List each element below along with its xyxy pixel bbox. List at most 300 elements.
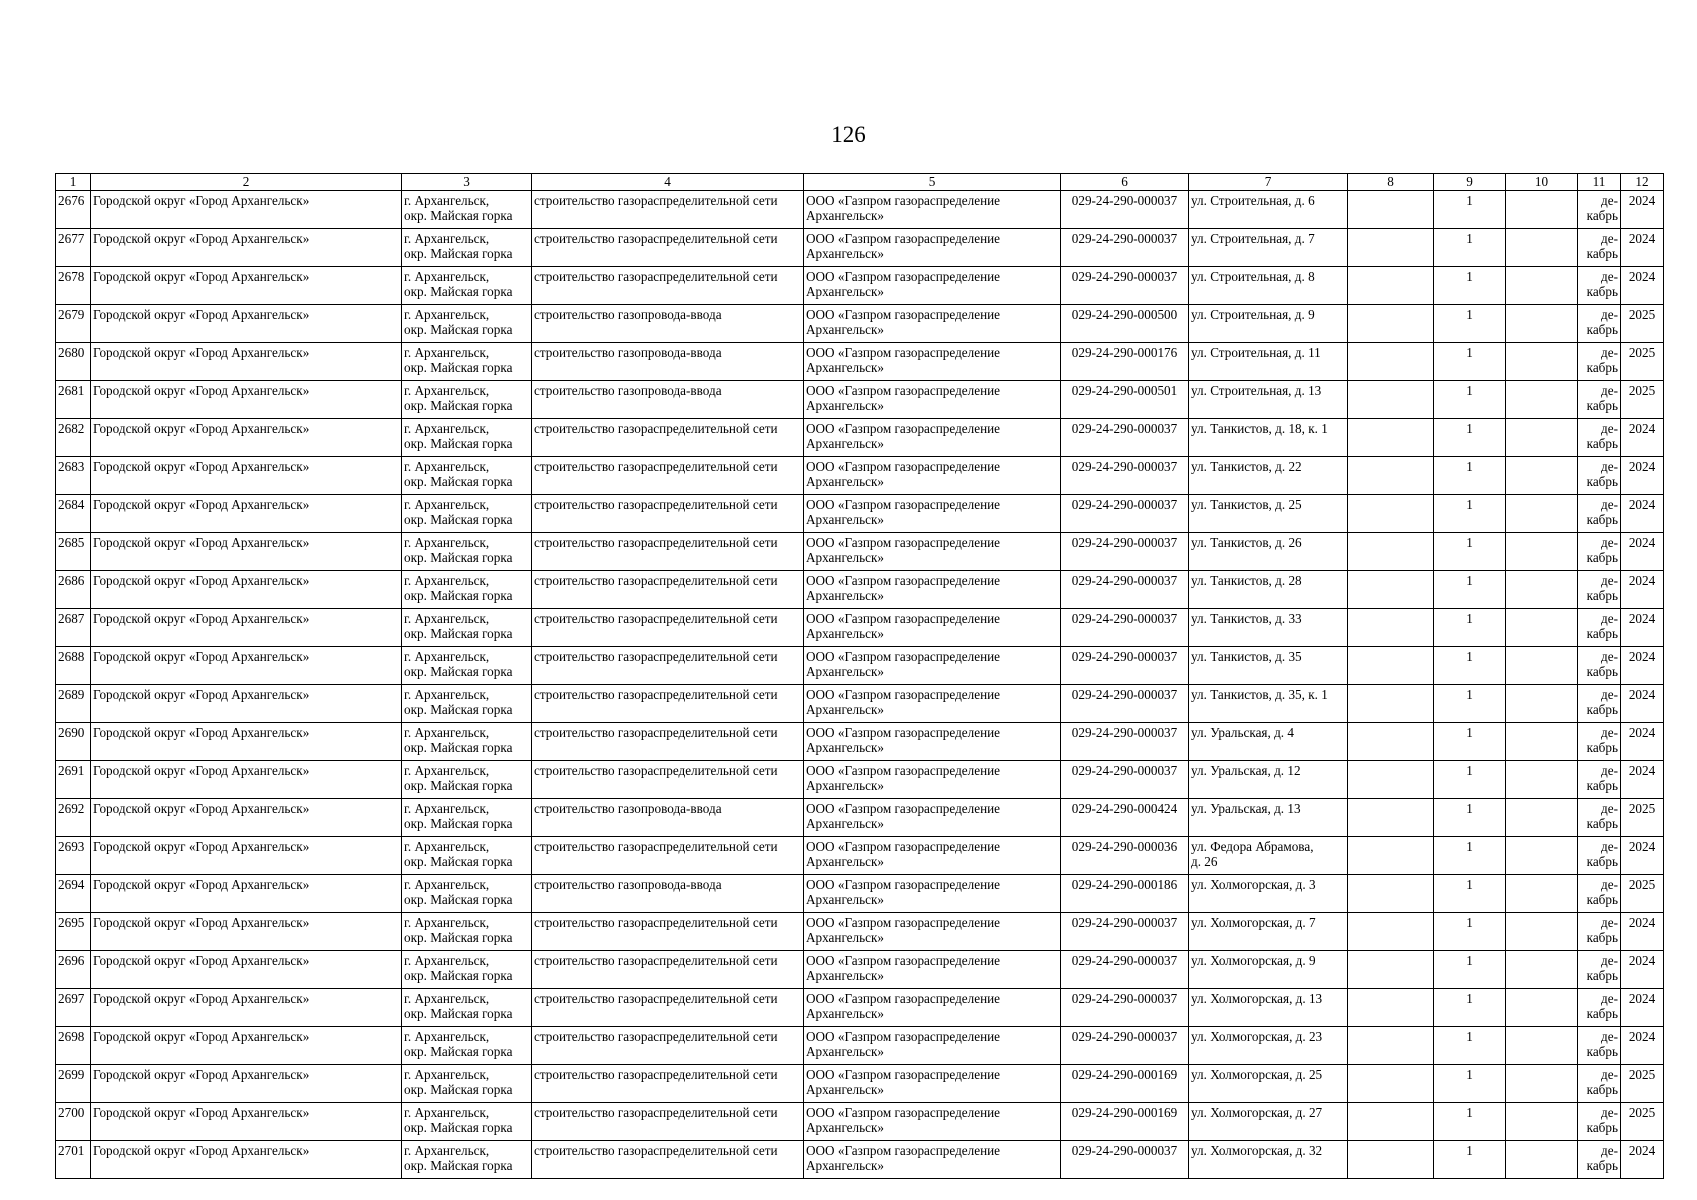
cell-organization xyxy=(804,571,1061,609)
cell-col-8 xyxy=(1348,381,1434,419)
cell-row-number-text: 2678 xyxy=(58,269,85,284)
table-row xyxy=(56,381,1664,419)
cell-work-type xyxy=(532,229,804,267)
cell-year xyxy=(1621,267,1664,305)
table-row xyxy=(56,457,1664,495)
cell-program-code xyxy=(1061,229,1189,267)
cell-row-number-text: 2679 xyxy=(58,307,85,322)
cell-program-code xyxy=(1061,1141,1189,1179)
cell-location-text: г. Архангельск, xyxy=(404,801,490,816)
cell-work-type-text: строительство газораспределительной сети xyxy=(534,915,778,930)
cell-municipality xyxy=(91,457,402,495)
cell-count-text: 1 xyxy=(1466,953,1473,968)
cell-year xyxy=(1621,1065,1664,1103)
cell-count xyxy=(1434,305,1506,343)
cell-month-text: де- xyxy=(1601,953,1618,968)
cell-municipality-text: Городской округ «Город Архангельск» xyxy=(93,193,310,208)
cell-location-text: окр. Майская горка xyxy=(404,1158,513,1173)
cell-organization-text: ООО «Газпром газораспределение xyxy=(806,459,1001,474)
cell-address-text: ул. Холмогорская, д. 3 xyxy=(1191,877,1316,892)
cell-municipality-text: Городской округ «Город Архангельск» xyxy=(93,725,310,740)
cell-address xyxy=(1189,191,1348,229)
cell-col-8 xyxy=(1348,875,1434,913)
cell-location xyxy=(402,305,532,343)
cell-work-type-text: строительство газораспределительной сети xyxy=(534,687,778,702)
cell-year-text: 2024 xyxy=(1628,839,1656,854)
cell-month-text: де- xyxy=(1601,687,1618,702)
cell-organization-text: ООО «Газпром газораспределение xyxy=(806,231,1001,246)
cell-month-text: кабрь xyxy=(1586,436,1618,451)
cell-col-10 xyxy=(1506,647,1578,685)
cell-year xyxy=(1621,723,1664,761)
cell-municipality-text: Городской округ «Город Архангельск» xyxy=(93,421,310,436)
cell-col-8 xyxy=(1348,989,1434,1027)
cell-year xyxy=(1621,305,1664,343)
cell-col-8 xyxy=(1348,571,1434,609)
cell-col-8 xyxy=(1348,343,1434,381)
cell-count-text: 1 xyxy=(1466,269,1473,284)
cell-work-type xyxy=(532,305,804,343)
cell-count-text: 1 xyxy=(1466,1029,1473,1044)
cell-month-text: де- xyxy=(1601,383,1618,398)
cell-program-code-text: 029-24-290-000037 xyxy=(1071,649,1178,664)
cell-location xyxy=(402,685,532,723)
cell-municipality-text: Городской округ «Город Архангельск» xyxy=(93,915,310,930)
cell-work-type xyxy=(532,1027,804,1065)
cell-col-10 xyxy=(1506,609,1578,647)
cell-work-type-text: строительство газопровода-ввода xyxy=(534,383,722,398)
cell-address-text: ул. Танкистов, д. 33 xyxy=(1191,611,1302,626)
cell-address-text: ул. Строительная, д. 11 xyxy=(1191,345,1321,360)
cell-organization xyxy=(804,305,1061,343)
cell-address xyxy=(1189,723,1348,761)
table-row xyxy=(56,647,1664,685)
cell-organization xyxy=(804,647,1061,685)
cell-month-text: де- xyxy=(1601,1105,1618,1120)
cell-program-code-text: 029-24-290-000037 xyxy=(1071,763,1178,778)
cell-program-code-text: 029-24-290-000037 xyxy=(1071,725,1178,740)
cell-program-code-text: 029-24-290-000424 xyxy=(1071,801,1178,816)
cell-location-text: окр. Майская горка xyxy=(404,816,513,831)
cell-col-8 xyxy=(1348,495,1434,533)
cell-program-code xyxy=(1061,457,1189,495)
table-row xyxy=(56,267,1664,305)
cell-month xyxy=(1578,533,1621,571)
cell-location-text: окр. Майская горка xyxy=(404,1082,513,1097)
cell-year-text: 2024 xyxy=(1628,497,1656,512)
cell-row-number xyxy=(56,495,91,533)
cell-organization-text: ООО «Газпром газораспределение xyxy=(806,877,1001,892)
cell-month xyxy=(1578,1141,1621,1179)
cell-organization-text: Архангельск» xyxy=(806,208,884,223)
cell-row-number xyxy=(56,799,91,837)
cell-row-number-text: 2677 xyxy=(58,231,85,246)
cell-location xyxy=(402,343,532,381)
cell-work-type-text: строительство газораспределительной сети xyxy=(534,573,778,588)
cell-location-text: окр. Майская горка xyxy=(404,284,513,299)
cell-location xyxy=(402,1027,532,1065)
cell-municipality xyxy=(91,495,402,533)
cell-count xyxy=(1434,951,1506,989)
cell-row-number-text: 2701 xyxy=(58,1143,85,1158)
cell-col-10 xyxy=(1506,723,1578,761)
cell-location-text: окр. Майская горка xyxy=(404,1120,513,1135)
cell-work-type xyxy=(532,191,804,229)
cell-year xyxy=(1621,989,1664,1027)
cell-year-text: 2024 xyxy=(1628,535,1656,550)
cell-municipality-text: Городской округ «Город Архангельск» xyxy=(93,763,310,778)
cell-location xyxy=(402,1065,532,1103)
cell-work-type xyxy=(532,381,804,419)
cell-month-text: де- xyxy=(1601,1067,1618,1082)
cell-row-number-text: 2676 xyxy=(58,193,85,208)
cell-count-text: 1 xyxy=(1466,915,1473,930)
cell-work-type-text: строительство газопровода-ввода xyxy=(534,307,722,322)
cell-organization xyxy=(804,723,1061,761)
cell-organization-text: ООО «Газпром газораспределение xyxy=(806,687,1001,702)
cell-program-code-text: 029-24-290-000037 xyxy=(1071,421,1178,436)
cell-location-text: окр. Майская горка xyxy=(404,626,513,641)
cell-month-text: кабрь xyxy=(1586,740,1618,755)
cell-address xyxy=(1189,571,1348,609)
cell-work-type xyxy=(532,1141,804,1179)
cell-year xyxy=(1621,913,1664,951)
cell-municipality xyxy=(91,837,402,875)
header-cell: 9 xyxy=(1434,174,1506,191)
cell-organization xyxy=(804,495,1061,533)
cell-month-text: кабрь xyxy=(1586,588,1618,603)
cell-row-number xyxy=(56,685,91,723)
cell-year xyxy=(1621,951,1664,989)
cell-location-text: г. Архангельск, xyxy=(404,383,490,398)
cell-location xyxy=(402,1141,532,1179)
cell-row-number-text: 2698 xyxy=(58,1029,85,1044)
cell-program-code xyxy=(1061,723,1189,761)
cell-organization xyxy=(804,837,1061,875)
cell-year-text: 2024 xyxy=(1628,193,1656,208)
cell-year xyxy=(1621,343,1664,381)
cell-address-text: ул. Танкистов, д. 35 xyxy=(1191,649,1302,664)
cell-row-number xyxy=(56,609,91,647)
cell-year xyxy=(1621,1103,1664,1141)
cell-count-text: 1 xyxy=(1466,231,1473,246)
cell-col-10 xyxy=(1506,837,1578,875)
cell-month-text: кабрь xyxy=(1586,1082,1618,1097)
cell-program-code-text: 029-24-290-000037 xyxy=(1071,1029,1178,1044)
table-header xyxy=(56,174,1664,191)
cell-year xyxy=(1621,571,1664,609)
table-row xyxy=(56,609,1664,647)
cell-address xyxy=(1189,1027,1348,1065)
cell-year-text: 2024 xyxy=(1628,421,1656,436)
cell-location-text: окр. Майская горка xyxy=(404,550,513,565)
cell-location-text: г. Архангельск, xyxy=(404,725,490,740)
cell-organization xyxy=(804,685,1061,723)
cell-work-type-text: строительство газораспределительной сети xyxy=(534,497,778,512)
cell-municipality xyxy=(91,571,402,609)
cell-col-8 xyxy=(1348,1141,1434,1179)
cell-col-10 xyxy=(1506,1103,1578,1141)
cell-program-code xyxy=(1061,837,1189,875)
cell-month-text: кабрь xyxy=(1586,1044,1618,1059)
cell-work-type xyxy=(532,419,804,457)
cell-col-8 xyxy=(1348,761,1434,799)
cell-municipality-text: Городской округ «Город Архангельск» xyxy=(93,687,310,702)
cell-row-number xyxy=(56,989,91,1027)
cell-col-8 xyxy=(1348,533,1434,571)
cell-program-code-text: 029-24-290-000037 xyxy=(1071,231,1178,246)
cell-address-text: ул. Танкистов, д. 26 xyxy=(1191,535,1302,550)
cell-organization xyxy=(804,1027,1061,1065)
cell-location-text: г. Архангельск, xyxy=(404,1143,490,1158)
cell-organization xyxy=(804,457,1061,495)
cell-work-type xyxy=(532,989,804,1027)
cell-row-number-text: 2680 xyxy=(58,345,85,360)
cell-address-text: ул. Танкистов, д. 25 xyxy=(1191,497,1302,512)
cell-address xyxy=(1189,305,1348,343)
cell-work-type-text: строительство газораспределительной сети xyxy=(534,649,778,664)
cell-organization-text: ООО «Газпром газораспределение xyxy=(806,1143,1001,1158)
cell-location xyxy=(402,191,532,229)
cell-year xyxy=(1621,875,1664,913)
cell-col-10 xyxy=(1506,191,1578,229)
cell-location-text: окр. Майская горка xyxy=(404,968,513,983)
cell-month xyxy=(1578,647,1621,685)
cell-program-code-text: 029-24-290-000037 xyxy=(1071,459,1178,474)
cell-location-text: окр. Майская горка xyxy=(404,436,513,451)
cell-month-text: де- xyxy=(1601,573,1618,588)
cell-count xyxy=(1434,381,1506,419)
cell-count xyxy=(1434,989,1506,1027)
cell-row-number xyxy=(56,305,91,343)
cell-location-text: окр. Майская горка xyxy=(404,1044,513,1059)
cell-month-text: кабрь xyxy=(1586,550,1618,565)
cell-count xyxy=(1434,1027,1506,1065)
cell-program-code xyxy=(1061,571,1189,609)
cell-program-code xyxy=(1061,609,1189,647)
cell-municipality-text: Городской округ «Город Архангельск» xyxy=(93,231,310,246)
cell-work-type xyxy=(532,571,804,609)
cell-year xyxy=(1621,837,1664,875)
cell-month xyxy=(1578,685,1621,723)
cell-address-text: ул. Холмогорская, д. 9 xyxy=(1191,953,1316,968)
cell-month-text: кабрь xyxy=(1586,1120,1618,1135)
cell-organization-text: ООО «Газпром газораспределение xyxy=(806,307,1001,322)
cell-address xyxy=(1189,647,1348,685)
cell-organization xyxy=(804,191,1061,229)
cell-organization-text: ООО «Газпром газораспределение xyxy=(806,1029,1001,1044)
cell-month-text: де- xyxy=(1601,801,1618,816)
cell-col-10 xyxy=(1506,1027,1578,1065)
cell-count-text: 1 xyxy=(1466,1105,1473,1120)
cell-organization-text: Архангельск» xyxy=(806,474,884,489)
cell-organization-text: Архангельск» xyxy=(806,550,884,565)
cell-work-type-text: строительство газораспределительной сети xyxy=(534,231,778,246)
cell-col-10 xyxy=(1506,875,1578,913)
cell-organization-text: Архангельск» xyxy=(806,1044,884,1059)
cell-address-text: ул. Уральская, д. 12 xyxy=(1191,763,1301,778)
cell-municipality-text: Городской округ «Город Архангельск» xyxy=(93,953,310,968)
cell-organization-text: Архангельск» xyxy=(806,436,884,451)
table-row xyxy=(56,305,1664,343)
cell-location-text: г. Архангельск, xyxy=(404,307,490,322)
cell-col-10 xyxy=(1506,533,1578,571)
cell-row-number xyxy=(56,1065,91,1103)
cell-work-type xyxy=(532,647,804,685)
cell-col-8 xyxy=(1348,913,1434,951)
table-row xyxy=(56,191,1664,229)
cell-location-text: окр. Майская горка xyxy=(404,664,513,679)
cell-year-text: 2025 xyxy=(1628,1105,1656,1120)
cell-col-10 xyxy=(1506,343,1578,381)
cell-col-8 xyxy=(1348,723,1434,761)
cell-organization-text: Архангельск» xyxy=(806,1082,884,1097)
cell-col-8 xyxy=(1348,419,1434,457)
cell-municipality-text: Городской округ «Город Архангельск» xyxy=(93,573,310,588)
cell-row-number-text: 2686 xyxy=(58,573,85,588)
cell-count-text: 1 xyxy=(1466,573,1473,588)
cell-organization-text: ООО «Газпром газораспределение xyxy=(806,991,1001,1006)
cell-work-type xyxy=(532,913,804,951)
cell-organization-text: ООО «Газпром газораспределение xyxy=(806,535,1001,550)
cell-address xyxy=(1189,229,1348,267)
cell-col-8 xyxy=(1348,799,1434,837)
table-row xyxy=(56,761,1664,799)
cell-count xyxy=(1434,609,1506,647)
cell-year-text: 2024 xyxy=(1628,687,1656,702)
cell-count xyxy=(1434,457,1506,495)
cell-work-type-text: строительство газораспределительной сети xyxy=(534,1143,778,1158)
cell-year-text: 2024 xyxy=(1628,611,1656,626)
cell-organization-text: Архангельск» xyxy=(806,284,884,299)
cell-address xyxy=(1189,267,1348,305)
cell-row-number xyxy=(56,229,91,267)
cell-location-text: окр. Майская горка xyxy=(404,702,513,717)
cell-month xyxy=(1578,381,1621,419)
table-row xyxy=(56,419,1664,457)
cell-location xyxy=(402,609,532,647)
cell-work-type xyxy=(532,685,804,723)
table-row xyxy=(56,1027,1664,1065)
cell-month-text: кабрь xyxy=(1586,816,1618,831)
cell-row-number-text: 2691 xyxy=(58,763,85,778)
cell-month-text: де- xyxy=(1601,193,1618,208)
cell-location-text: окр. Майская горка xyxy=(404,1006,513,1021)
cell-col-8 xyxy=(1348,685,1434,723)
cell-program-code-text: 029-24-290-000037 xyxy=(1071,915,1178,930)
cell-address xyxy=(1189,951,1348,989)
cell-address-text: ул. Танкистов, д. 35, к. 1 xyxy=(1191,687,1328,702)
cell-count-text: 1 xyxy=(1466,421,1473,436)
cell-row-number xyxy=(56,267,91,305)
cell-month xyxy=(1578,343,1621,381)
cell-count-text: 1 xyxy=(1466,193,1473,208)
cell-program-code-text: 029-24-290-000037 xyxy=(1071,1143,1178,1158)
cell-month-text: кабрь xyxy=(1586,892,1618,907)
cell-municipality xyxy=(91,951,402,989)
cell-count xyxy=(1434,799,1506,837)
cell-year-text: 2024 xyxy=(1628,269,1656,284)
cell-year xyxy=(1621,533,1664,571)
cell-location-text: окр. Майская горка xyxy=(404,892,513,907)
table-row xyxy=(56,837,1664,875)
cell-program-code-text: 029-24-290-000501 xyxy=(1071,383,1178,398)
cell-location xyxy=(402,571,532,609)
cell-month xyxy=(1578,837,1621,875)
cell-organization-text: Архангельск» xyxy=(806,664,884,679)
cell-count-text: 1 xyxy=(1466,839,1473,854)
cell-row-number xyxy=(56,761,91,799)
cell-program-code xyxy=(1061,951,1189,989)
cell-organization xyxy=(804,267,1061,305)
cell-row-number-text: 2689 xyxy=(58,687,85,702)
cell-month xyxy=(1578,1065,1621,1103)
cell-work-type-text: строительство газораспределительной сети xyxy=(534,1029,778,1044)
cell-location-text: г. Архангельск, xyxy=(404,763,490,778)
cell-program-code xyxy=(1061,267,1189,305)
cell-year xyxy=(1621,609,1664,647)
cell-address-text: ул. Танкистов, д. 18, к. 1 xyxy=(1191,421,1328,436)
cell-location xyxy=(402,419,532,457)
cell-year xyxy=(1621,495,1664,533)
cell-work-type xyxy=(532,875,804,913)
cell-col-10 xyxy=(1506,381,1578,419)
header-cell: 10 xyxy=(1506,174,1578,191)
cell-count xyxy=(1434,685,1506,723)
cell-work-type-text: строительство газораспределительной сети xyxy=(534,611,778,626)
cell-municipality xyxy=(91,305,402,343)
cell-work-type xyxy=(532,267,804,305)
cell-address-text: д. 26 xyxy=(1191,854,1218,869)
cell-month xyxy=(1578,913,1621,951)
cell-organization-text: ООО «Газпром газораспределение xyxy=(806,953,1001,968)
header-cell: 5 xyxy=(804,174,1061,191)
cell-count-text: 1 xyxy=(1466,687,1473,702)
cell-organization xyxy=(804,989,1061,1027)
cell-row-number xyxy=(56,533,91,571)
cell-program-code-text: 029-24-290-000037 xyxy=(1071,991,1178,1006)
cell-address-text: ул. Холмогорская, д. 25 xyxy=(1191,1067,1323,1082)
cell-location-text: г. Архангельск, xyxy=(404,535,490,550)
cell-month-text: де- xyxy=(1601,497,1618,512)
cell-municipality-text: Городской округ «Город Архангельск» xyxy=(93,611,310,626)
cell-organization-text: Архангельск» xyxy=(806,816,884,831)
cell-municipality xyxy=(91,799,402,837)
cell-month-text: де- xyxy=(1601,649,1618,664)
cell-program-code xyxy=(1061,989,1189,1027)
cell-col-10 xyxy=(1506,419,1578,457)
cell-work-type-text: строительство газораспределительной сети xyxy=(534,421,778,436)
cell-address-text: ул. Холмогорская, д. 13 xyxy=(1191,991,1323,1006)
cell-program-code-text: 029-24-290-000037 xyxy=(1071,611,1178,626)
cell-count xyxy=(1434,343,1506,381)
cell-row-number-text: 2688 xyxy=(58,649,85,664)
cell-count-text: 1 xyxy=(1466,307,1473,322)
cell-location xyxy=(402,229,532,267)
cell-month-text: де- xyxy=(1601,877,1618,892)
cell-program-code xyxy=(1061,1065,1189,1103)
cell-count-text: 1 xyxy=(1466,649,1473,664)
cell-location-text: г. Архангельск, xyxy=(404,1029,490,1044)
cell-program-code xyxy=(1061,1027,1189,1065)
cell-count-text: 1 xyxy=(1466,535,1473,550)
cell-location xyxy=(402,799,532,837)
cell-location-text: окр. Майская горка xyxy=(404,398,513,413)
cell-year-text: 2024 xyxy=(1628,1143,1656,1158)
cell-location xyxy=(402,989,532,1027)
cell-col-10 xyxy=(1506,229,1578,267)
cell-program-code-text: 029-24-290-000500 xyxy=(1071,307,1178,322)
